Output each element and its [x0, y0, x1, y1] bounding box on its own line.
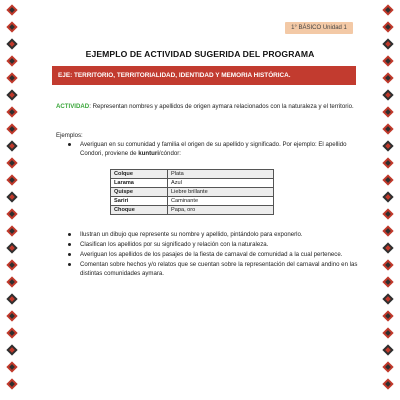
andean-pattern-icon [383, 310, 393, 324]
andean-pattern-icon [7, 4, 17, 18]
andean-pattern-icon [7, 259, 17, 273]
list-item: Averiguan en su comunidad y familia el origen de su apellido y significado. Por ejemplo: El apellido Condori, proviene de kunturi/cóndor: [68, 140, 358, 158]
andean-pattern-icon [7, 327, 17, 341]
andean-pattern-icon [383, 89, 393, 103]
andean-pattern-icon [383, 344, 393, 358]
andean-pattern-icon [7, 21, 17, 35]
list-item: Clasifican los apellidos por su significado y relación con la naturaleza. [68, 240, 358, 249]
activities-bullet-list [68, 230, 358, 279]
andean-pattern-icon [7, 310, 17, 324]
andean-pattern-icon [383, 4, 393, 18]
surname-table [110, 169, 274, 215]
examples-bullet-list [68, 140, 358, 159]
andean-pattern-icon [383, 72, 393, 86]
andean-pattern-icon [383, 106, 393, 120]
andean-pattern-icon [383, 157, 393, 171]
list-item: Ilustran un dibujo que represente su nombre y apellido, pintándolo para exponerlo. [68, 230, 358, 239]
andean-pattern-icon [7, 38, 17, 52]
andean-pattern-icon [7, 140, 17, 154]
andean-pattern-icon [7, 55, 17, 69]
unit-badge: 1° BÁSICO Unidad 1 [285, 22, 353, 34]
bullet-dot-icon [68, 233, 71, 236]
table-row: Colque Plata [111, 170, 274, 179]
andean-pattern-icon [7, 378, 17, 392]
andean-pattern-icon [7, 276, 17, 290]
table-row: Choque Papa, oro [111, 206, 274, 215]
bullet-dot-icon [68, 263, 71, 266]
andean-pattern-icon [383, 361, 393, 375]
andean-pattern-icon [383, 276, 393, 290]
andean-pattern-icon [7, 123, 17, 137]
andean-pattern-icon [7, 191, 17, 205]
andean-pattern-icon [7, 344, 17, 358]
andean-pattern-icon [383, 55, 393, 69]
andean-pattern-icon [7, 89, 17, 103]
andean-pattern-icon [383, 259, 393, 273]
examples-label: Ejemplos: [56, 132, 83, 139]
andean-pattern-icon [7, 242, 17, 256]
activity-text: : Representan nombres y apellidos de origen aymara relacionados con la naturaleza y el territorio. [89, 103, 354, 110]
andean-pattern-icon [383, 140, 393, 154]
andean-pattern-icon [383, 293, 393, 307]
andean-pattern-icon [7, 293, 17, 307]
page-title: EJEMPLO DE ACTIVIDAD SUGERIDA DEL PROGRAMA [85, 49, 315, 59]
bullet-dot-icon [68, 253, 71, 256]
bullet-dot-icon [68, 143, 71, 146]
right-decorative-border [381, 0, 395, 400]
andean-pattern-icon [7, 174, 17, 188]
andean-pattern-icon [7, 225, 17, 239]
list-item: Averiguan los apellidos de los pasajes de la fiesta de carnaval de comunidad a la cual pertenece. [68, 250, 358, 259]
andean-pattern-icon [7, 208, 17, 222]
axis-banner: EJE: TERRITORIO, TERRITORIALIDAD, IDENTIDAD Y MEMORIA HISTÓRICA. [52, 66, 356, 85]
andean-pattern-icon [7, 361, 17, 375]
list-item: Comentan sobre hechos y/o relatos que se cuentan sobre la representación del carnaval andino en las distintas comunidades aymara. [68, 260, 358, 278]
andean-pattern-icon [383, 378, 393, 392]
andean-pattern-icon [7, 72, 17, 86]
andean-pattern-icon [383, 225, 393, 239]
activity-paragraph [56, 102, 356, 111]
table-row: Larama Azul [111, 179, 274, 188]
andean-pattern-icon [383, 21, 393, 35]
andean-pattern-icon [7, 106, 17, 120]
activity-label: ACTIVIDAD [56, 103, 90, 110]
andean-pattern-icon [7, 157, 17, 171]
table-row: Quispe Liebre brillante [111, 188, 274, 197]
andean-pattern-icon [383, 174, 393, 188]
andean-pattern-icon [383, 191, 393, 205]
table-row: Sariri Caminante [111, 197, 274, 206]
andean-pattern-icon [383, 327, 393, 341]
andean-pattern-icon [383, 242, 393, 256]
andean-pattern-icon [383, 208, 393, 222]
bullet-dot-icon [68, 243, 71, 246]
left-decorative-border [5, 0, 19, 400]
andean-pattern-icon [383, 123, 393, 137]
andean-pattern-icon [383, 38, 393, 52]
